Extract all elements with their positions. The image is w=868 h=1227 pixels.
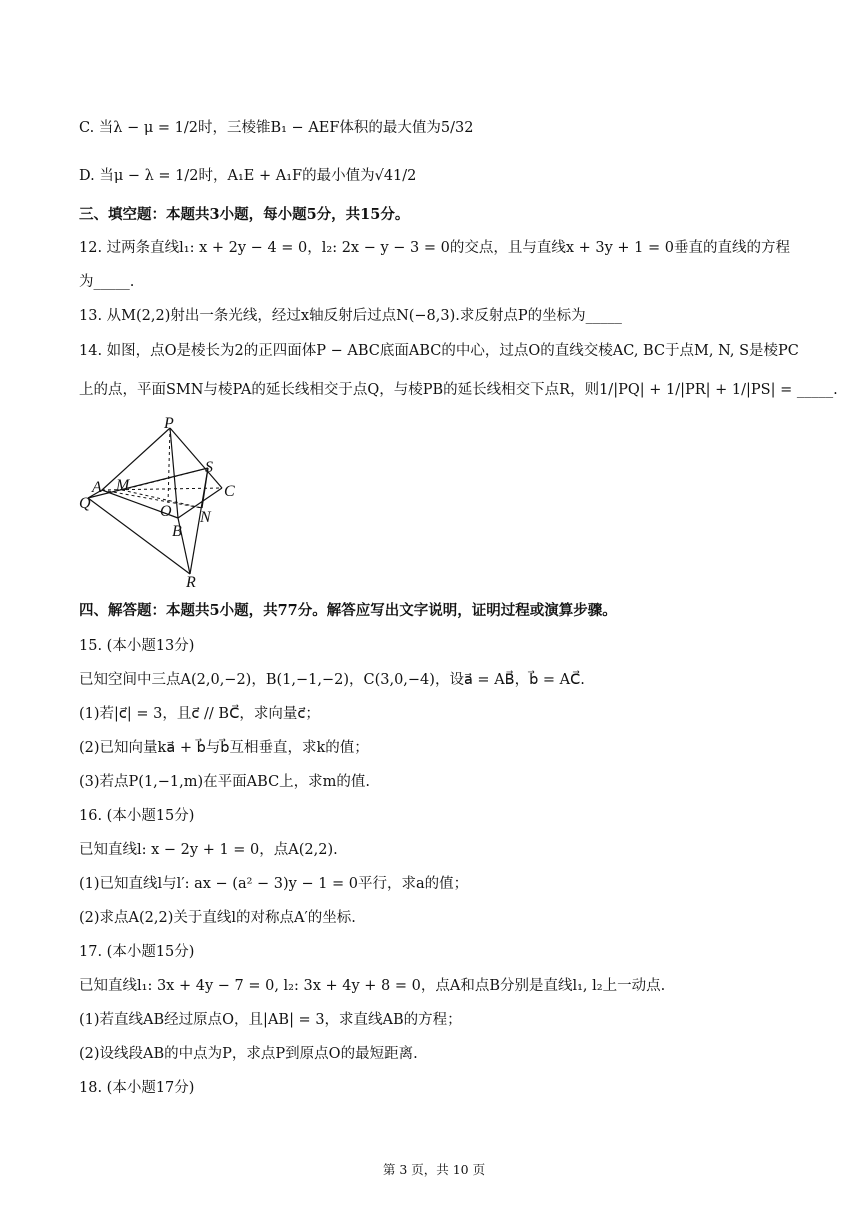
question-14: 14. 如图，点O是棱长为2的正四面体P − ABC底面ABC的中心，过点O的直线交棱AC, BC于点M, N, S是棱PC bbox=[79, 343, 799, 359]
question-16-stem: 已知直线l: x − 2y + 1 = 0，点A(2,2). bbox=[79, 842, 338, 858]
section-solve-heading: 四、解答题：本题共5小题，共77分。解答应写出文字说明，证明过程或演算步骤。 bbox=[79, 602, 617, 619]
label-o: O bbox=[160, 503, 172, 520]
label-p: P bbox=[164, 415, 174, 432]
question-15-stem: 已知空间中三点A(2,0,−2)，B(1,−1,−2)，C(3,0,−4)，设a⃗ = AB⃗，b⃗ = AC⃗. bbox=[79, 672, 585, 688]
question-13: 13. 从M(2,2)射出一条光线，经过x轴反射后过点N(−8,3).求反射点P的坐标为_____ bbox=[79, 308, 622, 324]
question-16-part1: (1)已知直线l与l′: ax − (a² − 3)y − 1 = 0平行，求a的值； bbox=[79, 876, 469, 892]
question-16-heading: 16. (本小题15分) bbox=[79, 808, 195, 824]
option-d: D. 当μ − λ = 1/2时，A₁E + A₁F的最小值为√41/2 bbox=[79, 168, 417, 184]
question-17-part1: (1)若直线AB经过原点O，且|AB| = 3，求直线AB的方程； bbox=[79, 1012, 462, 1028]
label-s: S bbox=[205, 459, 213, 476]
question-16-part2: (2)求点A(2,2)关于直线l的对称点A′的坐标. bbox=[79, 910, 356, 926]
tetrahedron-figure bbox=[72, 412, 252, 592]
page-footer: 第 3 页，共 10 页 bbox=[382, 1162, 486, 1177]
question-12: 12. 过两条直线l₁: x + 2y − 4 = 0，l₂: 2x − y − 3 = 0的交点，且与直线x + 3y + 1 = 0垂直的直线的方程 bbox=[79, 240, 791, 256]
question-17-part2: (2)设线段AB的中点为P，求点P到原点O的最短距离. bbox=[79, 1046, 418, 1062]
question-12-cont: 为_____. bbox=[79, 274, 135, 290]
label-q: Q bbox=[79, 495, 91, 512]
question-17-stem: 已知直线l₁: 3x + 4y − 7 = 0, l₂: 3x + 4y + 8 = 0，点A和点B分别是直线l₁, l₂上一动点. bbox=[79, 978, 666, 994]
question-15-heading: 15. (本小题13分) bbox=[79, 638, 195, 654]
question-18-heading: 18. (本小题17分) bbox=[79, 1080, 195, 1096]
edge-pc bbox=[170, 428, 222, 488]
label-m: M bbox=[116, 477, 130, 494]
section-fill-blank-heading: 三、填空题：本题共3小题，每小题5分，共15分。 bbox=[79, 206, 410, 223]
question-15-part2: (2)已知向量ka⃗ + b⃗与b⃗互相垂直，求k的值； bbox=[79, 740, 369, 756]
label-a: A bbox=[92, 479, 102, 496]
question-17-heading: 17. (本小题15分) bbox=[79, 944, 195, 960]
label-r: R bbox=[186, 574, 196, 591]
edge-po-hidden bbox=[168, 428, 170, 504]
label-n: N bbox=[200, 509, 211, 526]
question-14-cont: 上的点，平面SMN与棱PA的延长线相交于点Q，与棱PB的延长线相交下点R，则1/|PQ| + 1/|PR| + 1/|PS| = _____. bbox=[79, 382, 838, 398]
question-15-part1: (1)若|c⃗| = 3，且c⃗ // BC⃗，求向量c⃗； bbox=[79, 706, 320, 722]
option-c: C. 当λ − μ = 1/2时，三棱锥B₁ − AEF体积的最大值为5/32 bbox=[79, 120, 474, 136]
label-c: C bbox=[224, 483, 235, 500]
label-b: B bbox=[172, 523, 182, 540]
question-15-part3: (3)若点P(1,−1,m)在平面ABC上，求m的值. bbox=[79, 774, 371, 790]
